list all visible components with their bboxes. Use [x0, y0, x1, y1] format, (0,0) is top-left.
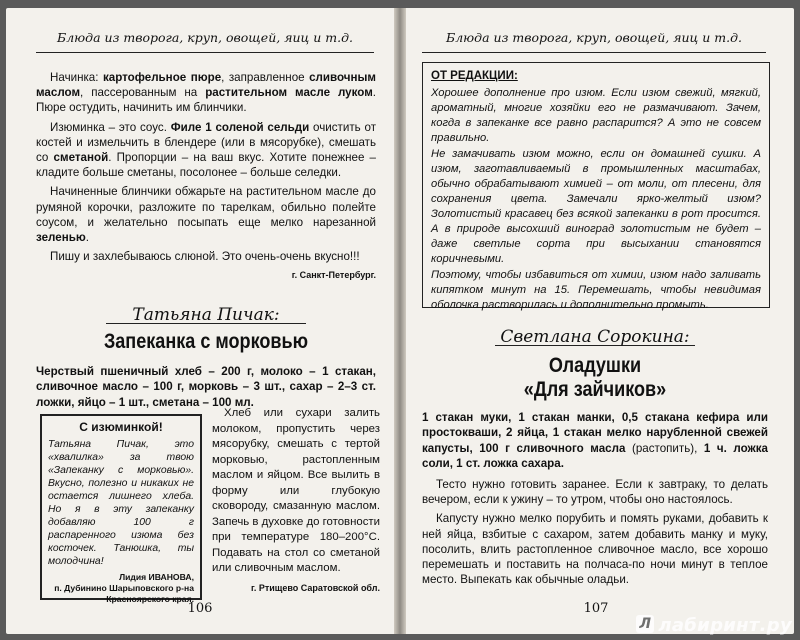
left-page — [6, 8, 394, 634]
running-header-left: Блюда из творога, круп, овощей, яиц и т.д. — [36, 30, 374, 53]
recipe-author: Татьяна Пичак: — [132, 305, 280, 325]
highlight-box — [40, 414, 202, 604]
instructions-p1: Тесто нужно готовить заранее. Если к завтраку, то делать вечером, если к ужину – то утром, чтобы оно настоялось. — [422, 478, 768, 507]
editorial-p1: Хорошее дополнение про изюм. Если изюм свежий, мягкий, ароматный, многие хозяйки его не размачивают. Зачем, когда в запеканке все равно распарится? А это не совсем правильно. — [431, 87, 761, 144]
recipe-title: Запеканка с морковью — [103, 330, 309, 354]
box-text: Татьяна Пичак, это «хвалилка» за твою «Запеканку с морковью». Вкусно, полезно и никаких не остается лишнего хлеба. Но я в эту запеканку добавляю 100 г распаренного изюма без косточек. Танюшка, ты молодчина! — [48, 439, 194, 567]
paragraph-frying: Начиненные блинчики обжарьте на растительном масле до румяной корочки, разложите по тарелкам, обильно полейте соусом, и желательно посыпать еще мелко нарезанной зеленью. — [36, 185, 376, 245]
instructions-p2: Капусту нужно мелко порубить и помять руками, добавить к ней яйца, взбитые с сахаром, затем добавить манку и муку, посолить, влить растопленное сливочное масло, все хорошо перемешать и поставить на полчаса-по ночи минут в теплое место. Выпекать как обычные оладьи. — [422, 512, 768, 587]
recipe-header-left — [36, 305, 376, 410]
method-text: Хлеб или сухари залить молоком, пропустить через мясорубку, смешать с тертой морковью, растопленным маслом и яйцом. Все вылить в форму или глубокую сковороду, смазанную маслом. Запечь в духовке до готовности при температуре 180–200°С. Подавать на стол со сметаной или сливочным маслом. — [212, 407, 381, 574]
editorial-box — [422, 62, 770, 311]
book-gutter — [394, 8, 406, 634]
left-top-text — [36, 70, 376, 284]
paragraph-filling: Начинка: картофельное пюре, заправленное сливочным маслом, пассерованным на растительном масле луком. Пюре остудить, начинить им блинчики. — [36, 71, 376, 115]
recipe-ingredients: Черствый пшеничный хлеб – 200 г, молоко – 1 стакан, сливочное масло – 100 г, морковь – 3 шт., сахар – 2–3 ст. ложки, яйцо – 1 шт., сметана – 100 мл. — [36, 365, 376, 409]
page-number-left: 106 — [187, 601, 213, 616]
editorial-p3: Поэтому, чтобы избавиться от химии, изюм надо заливать кипятком минут на 15. Перемешать, чтобы невидимая оболочка растворилась и дополнительно промыть. — [431, 269, 761, 311]
watermark: Л лабиринт.ру — [636, 615, 792, 636]
paragraph-sauce: Изюминка – это соус. Филе 1 соленой сельди очистить от костей и измельчить в блендере (или в мясорубке), смешать со сметаной. Пропорции – на ваш вкус. Хотите понежнее – кладите больше сметаны, посолонее – больше селедки. — [36, 120, 377, 180]
recipe-method — [212, 406, 380, 596]
box-signature: Лидия ИВАНОВА, п. Дубинино Шарыповского р-на Красноярского края. — [54, 572, 194, 604]
recipe-ingredients-right: 1 стакан муки, 1 стакан манки, 0,5 стакана кефира или простокваши, 2 яйца, 1 стакан мелко нарубленной свежей капусты, 100 г сливочного масла (растопить), 1 ч. ложка соли, 1 ст. ложка сахара. — [422, 411, 768, 470]
recipe-title-line2: «Для зайчиков» — [523, 378, 667, 402]
recipe-title-line1: Оладушки — [548, 354, 642, 378]
editorial-title: ОТ РЕДАКЦИИ: — [431, 70, 518, 82]
box-title: С изюминкой! — [79, 420, 163, 434]
paragraph-exclaim: Пишу и захлебываюсь слюной. Это очень-очень вкусно!!! — [50, 250, 360, 264]
editorial-p2: Не замачивать изюм можно, если он домашней сушки. А изюм, заготавливаемый в промышленных масштабах, обычно обрабатывают химией – от моли, от плесени, для сохранения цвета. Замечали ярко-желтый изюм? Золотистый красавец без всякой запеканки в рот просится. А в природе высохший виноград золотистым не будет – даже светлые сорта при высыхании становятся коричневыми. — [431, 148, 761, 265]
page-number-right: 107 — [583, 601, 609, 616]
labirint-logo-icon: Л — [636, 615, 654, 633]
signature-city: г. Санкт-Петербург. — [291, 270, 376, 281]
method-signature: г. Ртищево Саратовской обл. — [251, 582, 380, 593]
right-page — [406, 8, 794, 634]
recipe-author-right: Светлана Сорокина: — [500, 327, 690, 347]
right-recipe — [422, 327, 768, 591]
running-header-right: Блюда из творога, круп, овощей, яиц и т.д. — [422, 30, 766, 53]
